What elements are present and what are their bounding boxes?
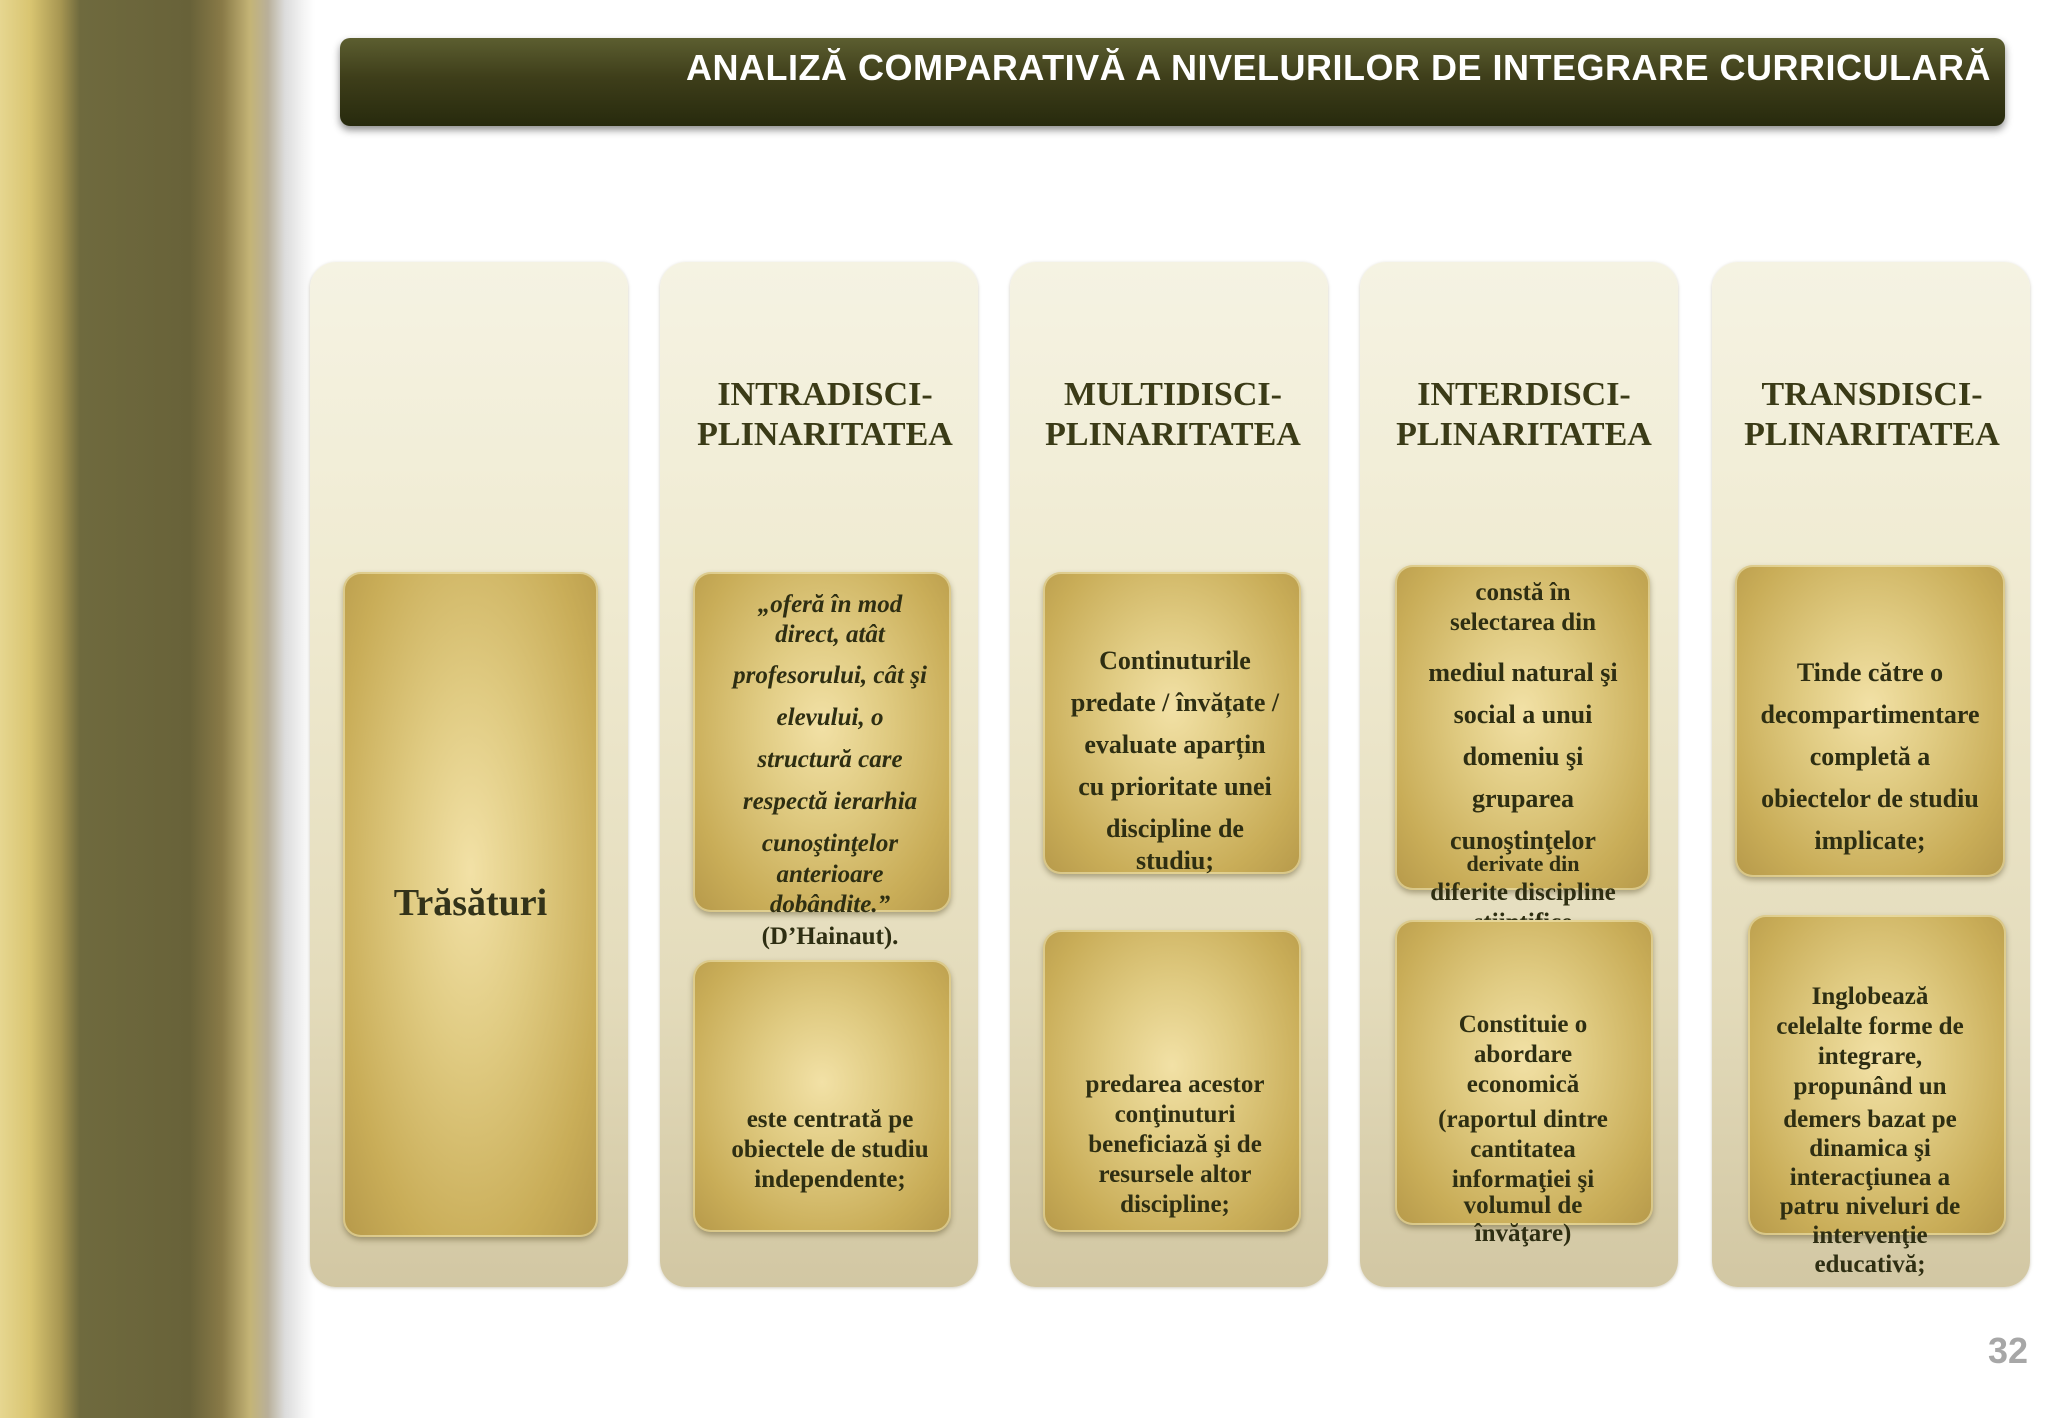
- inter-second-text-b: (raportul dintre cantitatea informaţiei şi: [1438, 1106, 1608, 1193]
- header-intradisciplinarity: INTRADISCI- PLINARITATEA: [697, 376, 953, 453]
- intra-quote-source: (D’Hainaut).: [761, 923, 899, 950]
- inter-second-text-a: Constituie o abordare economică: [1458, 1011, 1588, 1098]
- inter-first-text-top: constă în selectarea din: [1449, 579, 1597, 636]
- decorative-sidebar: [0, 0, 315, 1418]
- multi-first-text-end: studiu;: [1135, 846, 1215, 875]
- inter-first-text-small: derivate din: [1466, 851, 1580, 876]
- traits-label: Trăsături: [393, 882, 548, 924]
- header-multidisciplinarity: MULTIDISCI- PLINARITATEA: [1045, 376, 1301, 453]
- trans-first-text: Tinde către o decompartimentare completă a obiectelor de studiu implicate;: [1760, 658, 1980, 855]
- header-transdisciplinarity: TRANSDISCI- PLINARITATEA: [1744, 376, 2000, 453]
- trans-second-text-b: demers bazat pe dinamica şi interacţiunea a patru niveluri de intervenţie educativă;: [1779, 1106, 1961, 1278]
- header-interdisciplinarity: INTERDISCI- PLINARITATEA: [1396, 376, 1652, 453]
- intra-second-text: este centrată pe obiectele de studiu independente;: [731, 1106, 929, 1193]
- slide-title: ANALIZĂ COMPARATIVĂ A NIVELURILOR DE INTEGRARE CURRICULARĂ: [686, 47, 1991, 88]
- intra-quote-part2: profesorului, cât şi elevului, o structură care respectă ierarhia cunoştinţelor: [733, 662, 927, 857]
- multi-first-text: Continuturile predate / învățate / evaluate aparțin cu prioritate unei discipline de: [1070, 646, 1280, 843]
- inter-first-text-bottom: diferite discipline: [1430, 879, 1616, 906]
- intra-quote-part3: anterioare dobândite.”: [769, 861, 891, 918]
- intra-quote-part1: „oferă în mod direct, atât: [757, 591, 903, 648]
- trans-second-text-a: Inglobează celelalte forme de integrare, propunând un: [1776, 983, 1964, 1100]
- title-bar: [340, 38, 2005, 126]
- page-number: 32: [1988, 1330, 2029, 1371]
- inter-first-text-mid: mediul natural şi social a unui domeniu şi gruparea cunoştinţelor: [1428, 658, 1618, 855]
- multi-second-text: predarea acestor conţinuturi beneficiază şi de resursele altor discipline;: [1085, 1071, 1265, 1218]
- inter-second-text-c: volumul de învăţare): [1463, 1192, 1583, 1247]
